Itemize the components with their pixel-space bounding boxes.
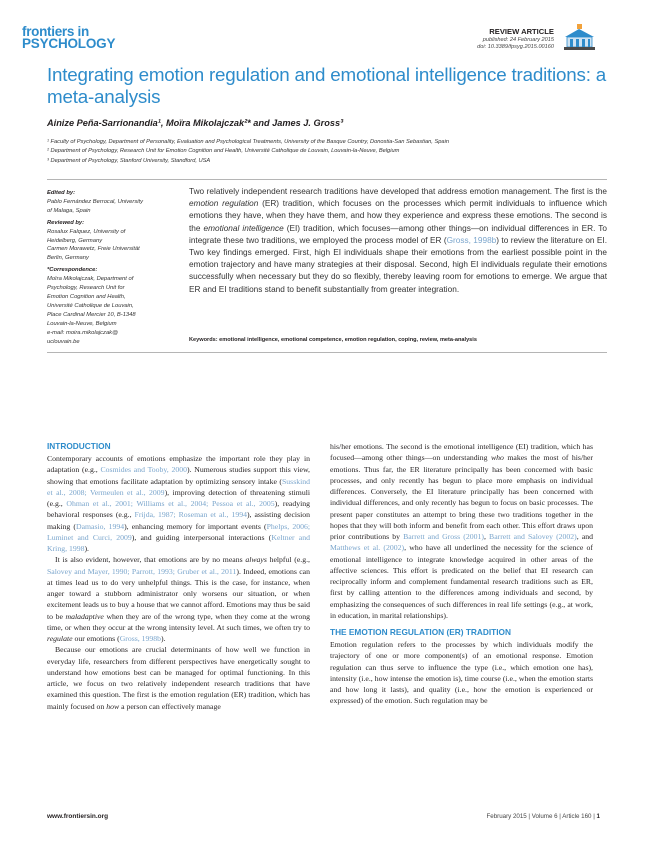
abstract: Two relatively independent research traditions have developed that address emotion management. The first is the emotion regulation (ER) tradition, which focuses on the processes which permit individuals to influence which emotions they have, when they have them, and how they experience and express these emotions. The second is the emotional intelligence (EI) tradition, which focuses—among other things—on individual differences in ER. To integrate these two traditions, we employed the process model of ER (Gross, 1998b) to review the literature on EI. Two key findings emerged. First, high EI individuals shape their emotions from the earliest possible point in the emotion trajectory and have many strategies at their disposal. Second, high EI individuals regulate their emotions successfully when necessary but they do so flexibly, thereby leaving room for emotions to emerge. We argue that ER and EI traditions stand to benefit substantially from greater integration. — [189, 187, 608, 294]
journal-logo-line1: frontiers in — [22, 24, 89, 39]
footer-issue-info: February 2015 | Volume 6 | Article 160 | 1 — [486, 813, 600, 820]
body-column-left — [47, 441, 310, 712]
citation-link[interactable]: Frijda, 1987; Roseman et al., 1994 — [134, 510, 247, 520]
correspondence-line: Université Catholique de Louvain, — [47, 302, 134, 309]
citation-link[interactable]: Cosmides and Tooby, 2000 — [100, 465, 187, 475]
affiliation-2: ² Department of Psychology, Research Unit for Emotion Cognition and Health, Université Catholique de Louvain, Louvain-la-Neuve, Belgium — [47, 148, 400, 155]
article-type: REVIEW ARTICLE — [489, 27, 554, 36]
footer-site-link[interactable]: www.frontiersin.org — [47, 813, 109, 820]
paragraph: Emotion regulation refers to the processes by which individuals modify the trajectory of one or more component(s) of an emotional response. Emotion regulation can thus serve to influence the type (i.e., which emotion one has), intensity (i.e., how intense the emotion is), time course (i.e., when the emotion starts and how long it lasts), and quality (i.e., how the emotion is experienced or expressed) of the emotion. Such regulation may be — [330, 640, 593, 706]
citation-link[interactable]: Phelps, 2006; Luminet and Curci, 2009 — [47, 521, 310, 542]
published-date: published: 24 February 2015 — [482, 37, 554, 43]
page-number: 1 — [596, 813, 600, 820]
edited-by-line: of Malaga, Spain — [47, 207, 91, 214]
correspondence-email[interactable]: e-mail: moira.mikolajczak@ — [47, 329, 118, 336]
citation-link[interactable]: Susskind et al., 2008; Vermeulen et al., 2009 — [47, 476, 310, 497]
keywords-label: Keywords: — [189, 337, 218, 343]
keywords — [189, 337, 477, 343]
citation-link[interactable]: Barrett and Gross (2001) — [403, 532, 484, 541]
reviewed-by-line: Berlin, Germany — [47, 255, 89, 262]
paragraph: Because our emotions are crucial determinants of how well we function in everyday life, researchers from different perspectives have energetically sought to understand how emotions best can be managed for optimal functioning. In this article, we focus on two relatively independent research traditions that have examined this question. The first is the emotion regulation (ER) tradition, which has mainly focused on how a person can effectively manage — [47, 645, 310, 711]
keywords-list: emotional intelligence, emotional competence, emotion regulation, coping, review, meta-analysis — [219, 337, 477, 343]
correspondence-label: *Correspondence: — [47, 267, 98, 274]
divider-top — [47, 179, 607, 180]
citation-link[interactable]: Gross, 1998b — [119, 634, 162, 643]
edited-by-label: Edited by: — [47, 190, 76, 196]
reviewed-by-line: Heidelberg, Germany — [47, 237, 103, 244]
citation-link[interactable]: Gross, 1998b — [446, 235, 497, 245]
reviewed-by-line: Carmen Morawetz, Freie Universität — [47, 246, 140, 253]
correspondence-line: Place Cardinal Mercier 10, B-1348 — [47, 311, 136, 318]
section-heading-introduction: INTRODUCTION — [47, 441, 111, 451]
article-title: Integrating emotion regulation and emotional intelligence traditions: a meta-analysis — [47, 64, 606, 107]
divider-keywords — [47, 352, 607, 353]
paragraph: his/her emotions. The second is the emotional intelligence (EI) tradition, which has focused—among other things—on understanding who makes the most of his/her emotions. Thus far, the ER literature principally has been concerned with basic processes, and only recently has begun to place more emphasis on individual differences. Conversely, the EI literature principally has been concerned with individual differences, and only recently has begun to focus on basic processes. The present paper constitutes an attempt to bring these two traditions together in the hopes that they will both inform and benefit from each other. This effort draws upon prior contributions by Barrett and Gross (2001), Barrett and Salovey (2002), and Matthews et al. (2002), who have all underlined the necessity for the science of emotional intelligence to integrate knowledge acquired in other areas of the affective sciences. This effort is predicated on the belief that EI research can reciprocally inform and complement fundamental research traditions such as ER, first by calling attention to the differences among individuals and second, by emphasizing the consequences of such differences in real life settings (e.g., at work, in education, in marital relationships). — [330, 442, 594, 620]
reviewed-by-line: Rosalux Falquez, University of — [47, 228, 126, 235]
correspondence-line: Moïra Mikolajczak, Department of — [47, 276, 134, 283]
affiliations — [47, 138, 607, 166]
affiliation-3: ³ Department of Psychology, Stanford University, Standford, USA — [47, 157, 211, 164]
editorial-sidebar — [47, 189, 169, 349]
section-heading-er-tradition: THE EMOTION REGULATION (ER) TRADITION — [330, 627, 511, 637]
paragraph: Contemporary accounts of emotions emphasize the important role they play in adaptation (e.g., Cosmides and Tooby, 2000). Numerous studies support this view, showing that emotions facilitate adaptation by optimizing sensory intake (Susskind et al., 2008; Vermeulen et al., 2009), improving detection of threatening stimuli (e.g., Ohman et al., 2001; Williams et al., 2004; Pessoa et al., 2005), readying behavioral responses (e.g., Frijda, 1987; Roseman et al., 1994), assisting decision making (Damasio, 1994), enhancing memory for important events (Phelps, 2006; Luminet and Curci, 2009), and guiding interpersonal interactions (Keltner and Kring, 1998). — [47, 454, 310, 553]
building-icon — [563, 23, 596, 51]
citation-link[interactable]: Ohman et al., 2001; Williams et al., 2004; Pessoa et al., 2005 — [66, 499, 275, 508]
citation-link[interactable]: Barrett and Salovey (2002) — [489, 532, 577, 541]
correspondence-line: Emotion Cognition and Health, — [47, 293, 126, 300]
citation-link[interactable]: Damasio, 1994 — [75, 521, 125, 531]
correspondence-line: Louvain-la-Neuve, Belgium — [47, 320, 117, 327]
doi: doi: 10.3389/fpsyg.2015.00160 — [477, 44, 554, 51]
reviewed-by-label: Reviewed by: — [47, 219, 85, 226]
author-list: Ainize Peña-Sarrionandia¹, Moïra Mikolajczak²* and James J. Gross³ — [47, 118, 344, 128]
correspondence-email[interactable]: uclouvain.be — [47, 338, 80, 345]
article-meta — [477, 37, 554, 52]
body-column-right — [330, 441, 593, 707]
paragraph: It is also evident, however, that emotions are by no means always helpful (e.g., Salovey and Mayer, 1990; Parrott, 1993; Gruber et al., 2011). Indeed, emotions can at times lead us to do very unhelpful things. This is the case, for instance, when anger toward a stubborn administrator only worsens our situation, or when excitement leads us to buy a house that we cannot afford. Emotions may thus be said to be maladaptive when they are of the wrong type, when they come at the wrong time, or when they occur at the wrong intensity level. At such times, we often try to regulate our emotions (Gross, 1998b). — [47, 555, 311, 643]
citation-link[interactable]: Keltner and Kring, 1998 — [47, 532, 310, 553]
journal-logo-line2: PSYCHOLOGY — [22, 36, 116, 51]
citation-link[interactable]: Salovey and Mayer, 1990; Parrott, 1993; Gruber et al., 2011 — [47, 566, 237, 576]
correspondence-line: Psychology, Research Unit for — [47, 285, 125, 292]
citation-link[interactable]: Matthews et al. (2002) — [330, 543, 405, 553]
affiliation-1: ¹ Faculty of Psychology, Department of Personality, Evaluation and Psychological Treatments, University of the Basque Country, Donostia-San Sebastian, Spain — [47, 139, 450, 145]
edited-by-line: Pablo Fernández Berrocal, University — [47, 198, 144, 205]
